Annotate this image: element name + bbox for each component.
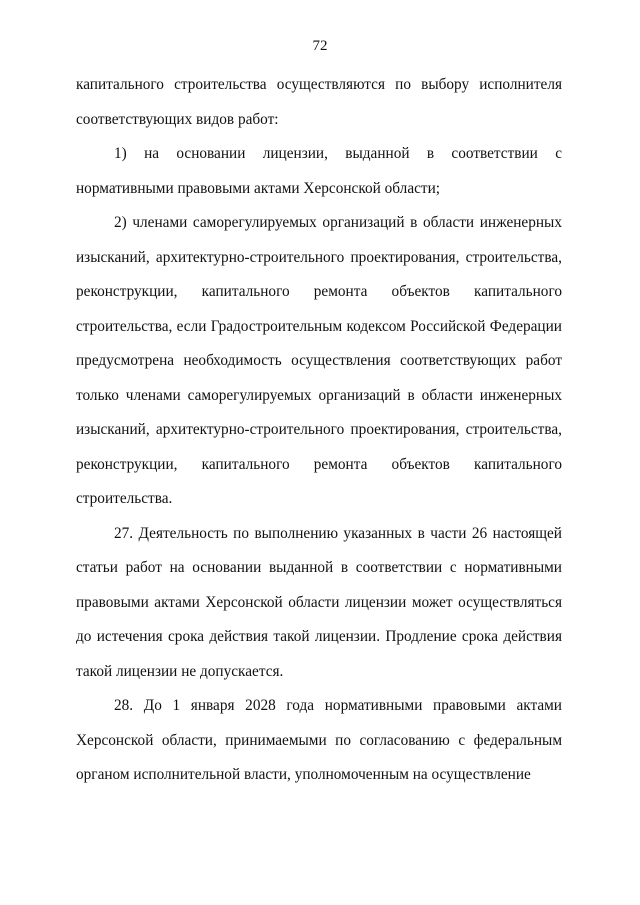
- paragraph-28: 28. До 1 января 2028 года нормативными правовыми актами Херсонской области, принимаемыми по согласованию с федеральным органом исполнительной власти, уполномоченным на осуществление: [76, 697, 562, 783]
- paragraph-continuation: капитального строительства осуществляются по выбору исполнителя соответствующих видов работ:: [76, 76, 562, 128]
- paragraph-item-1: 1) на основании лицензии, выданной в соответствии с нормативными правовыми актами Херсонской области;: [76, 145, 562, 197]
- paragraph-27: 27. Деятельность по выполнению указанных в части 26 настоящей статьи работ на основании выданной в соответствии с нормативными правовыми актами Херсонской области лицензии может осуществляться до истечения срока действия такой лицензии. Продление срока действия такой лицензии не допускается.: [76, 524, 562, 680]
- page-number: 72: [312, 38, 328, 54]
- document-body: [76, 68, 562, 793]
- paragraph-item-2: 2) членами саморегулируемых организаций в области инженерных изысканий, архитектурно-строительного проектирования, строительства, реконструкции, капитального ремонта объектов капитального строительства, если Градостроительным кодексом Российской Федерации предусмотрена необходимость осуществления соответствующих работ только членами саморегулируемых организаций в области инженерных изысканий, архитектурно-строительного проектирования, строительства, реконструкции, капитального ремонта объектов капитального строительства.: [76, 214, 562, 507]
